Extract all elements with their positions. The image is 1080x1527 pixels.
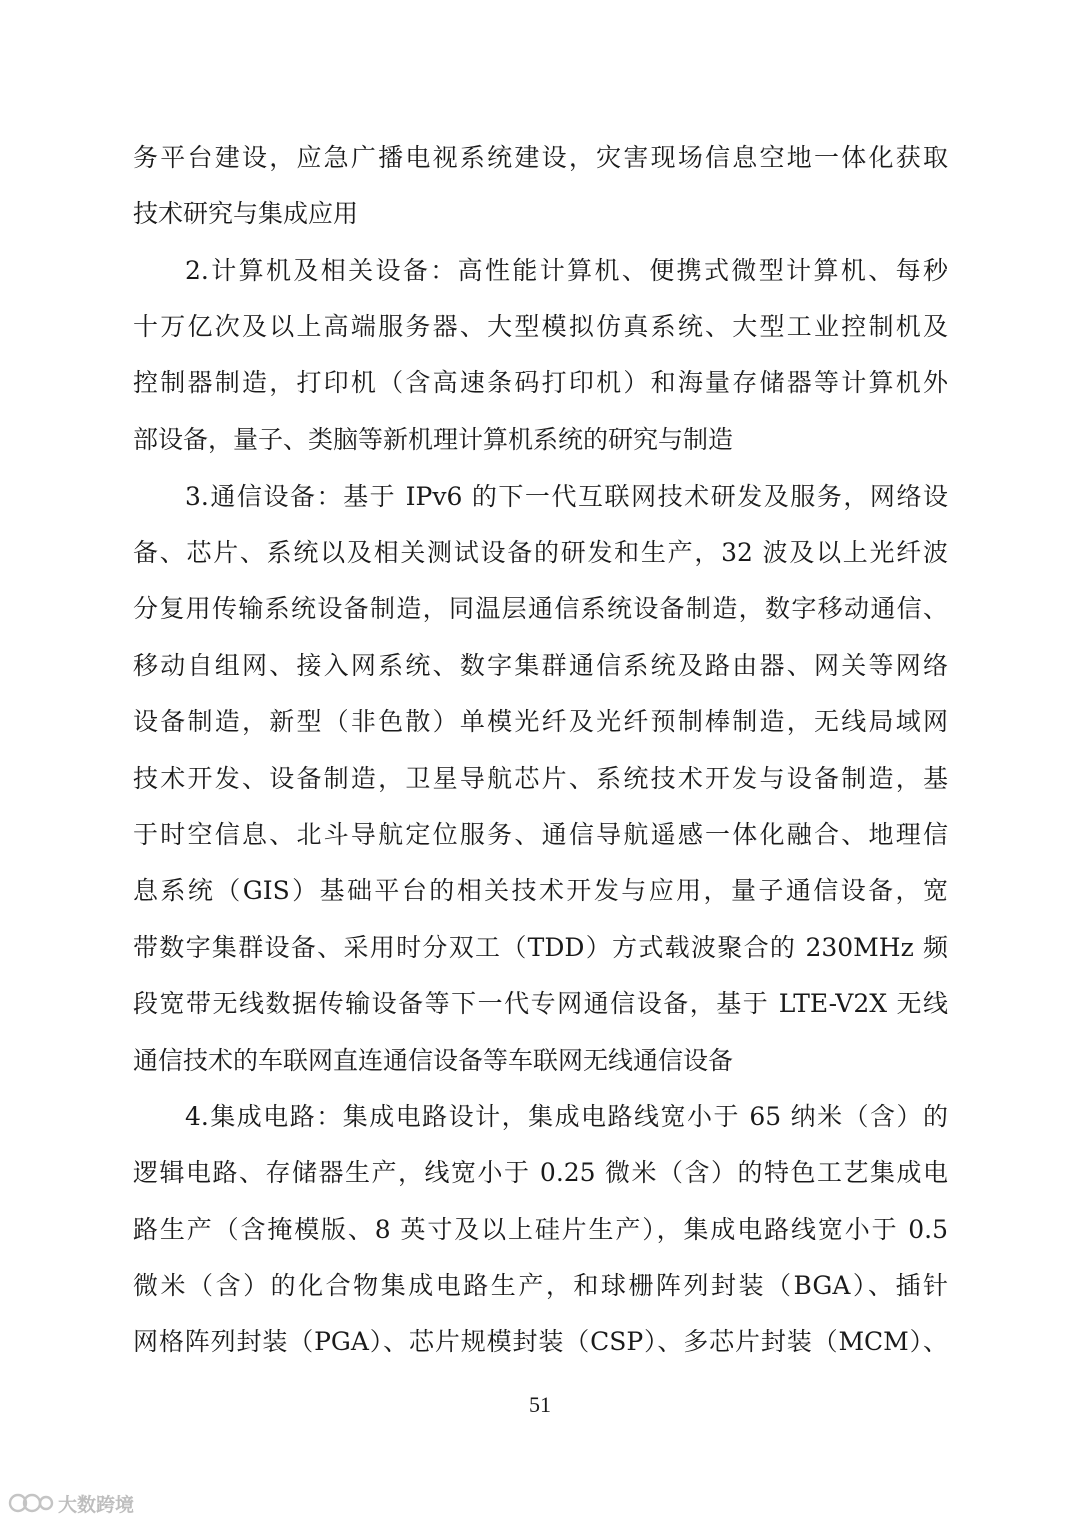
text-line: 4.集成电路：集成电路设计，集成电路线宽小于 65 纳米（含）的	[185, 1102, 948, 1131]
text-line: 控制器制造，打印机（含高速条码打印机）和海量存储器等计算机外	[133, 368, 948, 397]
text-line: 段宽带无线数据传输设备等下一代专网通信设备，基于 LTE-V2X 无线	[133, 989, 948, 1018]
text-line: 分复用传输系统设备制造，同温层通信系统设备制造，数字移动通信、	[133, 594, 948, 623]
page-number: 51	[529, 1392, 551, 1417]
watermark-text: 大数跨境	[58, 1493, 135, 1516]
text-line: 带数字集群设备、采用时分双工（TDD）方式载波聚合的 230MHz 频	[133, 933, 948, 962]
text-line: 十万亿次及以上高端服务器、大型模拟仿真系统、大型工业控制机及	[133, 312, 948, 341]
text-line: 技术研究与集成应用	[133, 199, 359, 228]
watermark-logo-icon	[8, 1491, 54, 1515]
watermark	[8, 1488, 134, 1518]
text-line: 路生产（含掩模版、8 英寸及以上硅片生产），集成电路线宽小于 0.5	[133, 1215, 948, 1244]
text-line: 设备制造，新型（非色散）单模光纤及光纤预制棒制造，无线局域网	[133, 707, 948, 736]
text-line: 移动自组网、接入网系统、数字集群通信系统及路由器、网关等网络	[133, 651, 948, 680]
text-line: 备、芯片、系统以及相关测试设备的研发和生产，32 波及以上光纤波	[133, 538, 948, 567]
text-line: 于时空信息、北斗导航定位服务、通信导航遥感一体化融合、地理信	[133, 820, 948, 849]
text-line: 3.通信设备：基于 IPv6 的下一代互联网技术研发及服务，网络设	[185, 482, 948, 511]
text-line: 部设备，量子、类脑等新机理计算机系统的研究与制造	[133, 425, 734, 454]
text-line: 技术开发、设备制造，卫星导航芯片、系统技术开发与设备制造，基	[133, 764, 948, 793]
text-line: 逻辑电路、存储器生产，线宽小于 0.25 微米（含）的特色工艺集成电	[133, 1158, 948, 1187]
text-line: 务平台建设，应急广播电视系统建设，灾害现场信息空地一体化获取	[133, 143, 948, 172]
text-line: 息系统（GIS）基础平台的相关技术开发与应用，量子通信设备，宽	[133, 876, 948, 905]
text-line: 网格阵列封装（PGA）、芯片规模封装（CSP）、多芯片封装（MCM）、	[133, 1327, 948, 1356]
text-line: 通信技术的车联网直连通信设备等车联网无线通信设备	[133, 1046, 734, 1075]
text-line: 微米（含）的化合物集成电路生产，和球栅阵列封装（BGA）、插针	[133, 1271, 948, 1300]
text-line: 2.计算机及相关设备：高性能计算机、便携式微型计算机、每秒	[185, 256, 948, 285]
